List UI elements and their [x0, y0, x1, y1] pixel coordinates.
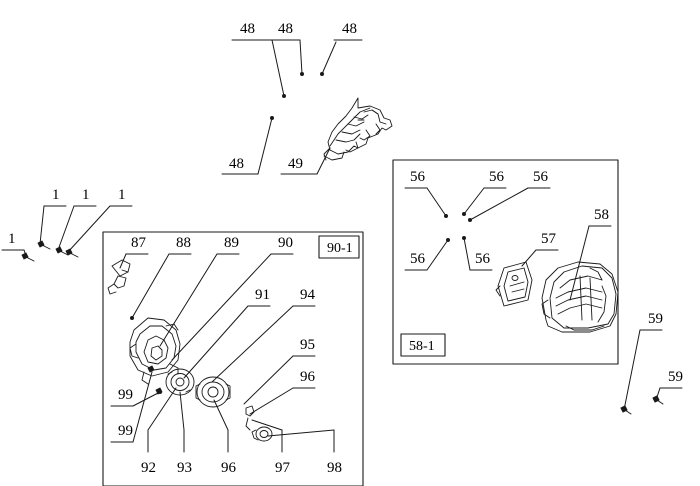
- part-92-93-pulley: [166, 369, 194, 395]
- callout-label: 98: [327, 460, 342, 476]
- part-57-shape: [496, 262, 532, 306]
- callout-label: 95: [300, 337, 315, 353]
- part-87-shape: [108, 260, 130, 294]
- panel-tag-58-1: 58-1: [409, 339, 435, 354]
- callout-label: 48: [342, 21, 357, 37]
- callout-label: 1: [118, 187, 126, 203]
- callout-label: 1: [82, 187, 90, 203]
- callout-label: 99: [118, 387, 133, 403]
- callout-label: 49: [288, 156, 303, 172]
- part-1-bolts: [22, 241, 78, 261]
- panel-90-1-frame: [103, 232, 363, 486]
- part-58-shape: [542, 262, 618, 332]
- callout-label: 91: [255, 287, 270, 303]
- leader-lines-1: [2, 206, 132, 256]
- callout-label: 59: [648, 311, 663, 327]
- callout-label: 97: [275, 460, 290, 476]
- callout-label: 87: [131, 235, 146, 251]
- panel-58-1-frame: [393, 160, 618, 364]
- callout-label: 56: [475, 251, 490, 267]
- callout-label: 88: [176, 235, 191, 251]
- panel-tag-90-1: 90-1: [327, 241, 353, 256]
- callout-label: 89: [224, 235, 239, 251]
- callout-label: 96: [221, 460, 236, 476]
- callout-label: 56: [410, 251, 425, 267]
- callout-label: 59: [668, 369, 683, 385]
- leader-lines-48: [232, 40, 362, 98]
- callout-label: 56: [533, 169, 548, 185]
- callout-label: 96: [300, 369, 315, 385]
- callout-label: 1: [8, 231, 16, 247]
- callout-label: 56: [410, 169, 425, 185]
- callout-label: 48: [278, 21, 293, 37]
- callout-label: 58: [594, 207, 609, 223]
- callout-label: 92: [141, 460, 156, 476]
- callout-label: 99: [118, 423, 133, 439]
- callout-label: 48: [229, 156, 244, 172]
- callout-label: 90: [278, 235, 293, 251]
- callout-label: 94: [300, 287, 315, 303]
- callout-label: 93: [177, 460, 192, 476]
- part-49-shape: [324, 98, 392, 160]
- callout-label: 57: [541, 231, 556, 247]
- callout-label: 56: [489, 169, 504, 185]
- part-88-89-90-housing: [130, 318, 180, 384]
- callout-label: 48: [240, 21, 255, 37]
- callout-label: 1: [52, 187, 60, 203]
